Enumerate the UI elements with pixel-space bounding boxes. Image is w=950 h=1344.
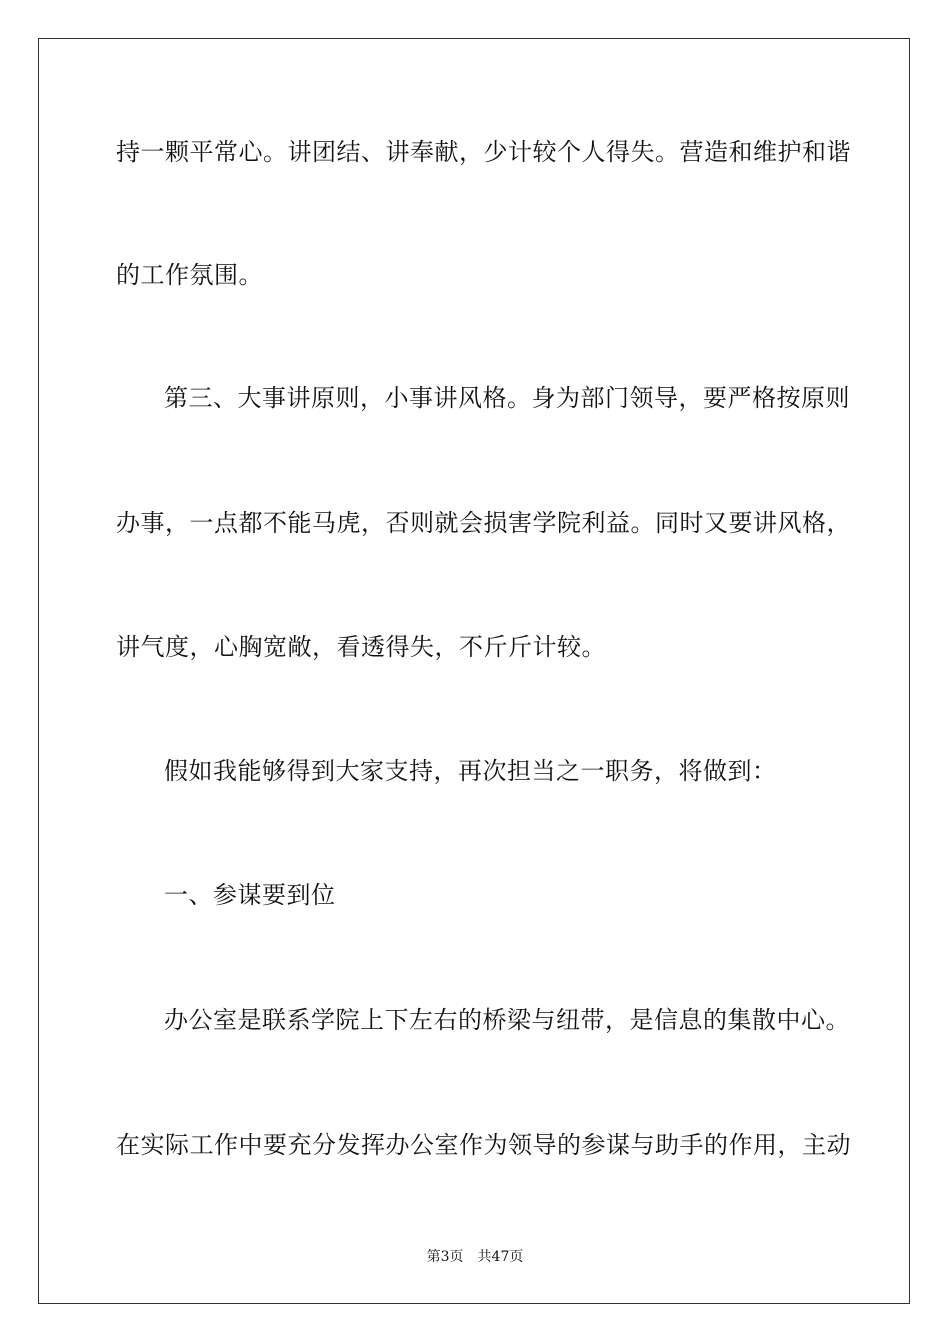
page-footer <box>0 1248 950 1266</box>
total-pages: 共47页 <box>477 1249 524 1265</box>
body-text-line: 的工作氛围。 <box>116 261 263 289</box>
page-number: 第3页 <box>426 1249 464 1265</box>
body-text-line: 办事，一点都不能马虎，否则就会损害学院利益。同时又要讲风格， <box>116 509 851 537</box>
body-text-line: 在实际工作中要充分发挥办公室作为领导的参谋与助手的作用，主动 <box>116 1131 851 1159</box>
body-text-line: 讲气度，心胸宽敞，看透得失，不斤斤计较。 <box>116 633 606 661</box>
body-text-line: 持一颗平常心。讲团结、讲奉献，少计较个人得失。营造和维护和谐 <box>116 138 851 166</box>
paragraph-first-line: 假如我能够得到大家支持，再次担当之一职务，将做到： <box>164 757 777 785</box>
page-border <box>38 38 910 1304</box>
section-heading: 一、参谋要到位 <box>164 881 336 909</box>
paragraph-first-line: 办公室是联系学院上下左右的桥梁与纽带，是信息的集散中心。 <box>164 1006 850 1034</box>
paragraph-first-line: 第三、大事讲原则，小事讲风格。身为部门领导，要严格按原则 <box>164 384 850 412</box>
